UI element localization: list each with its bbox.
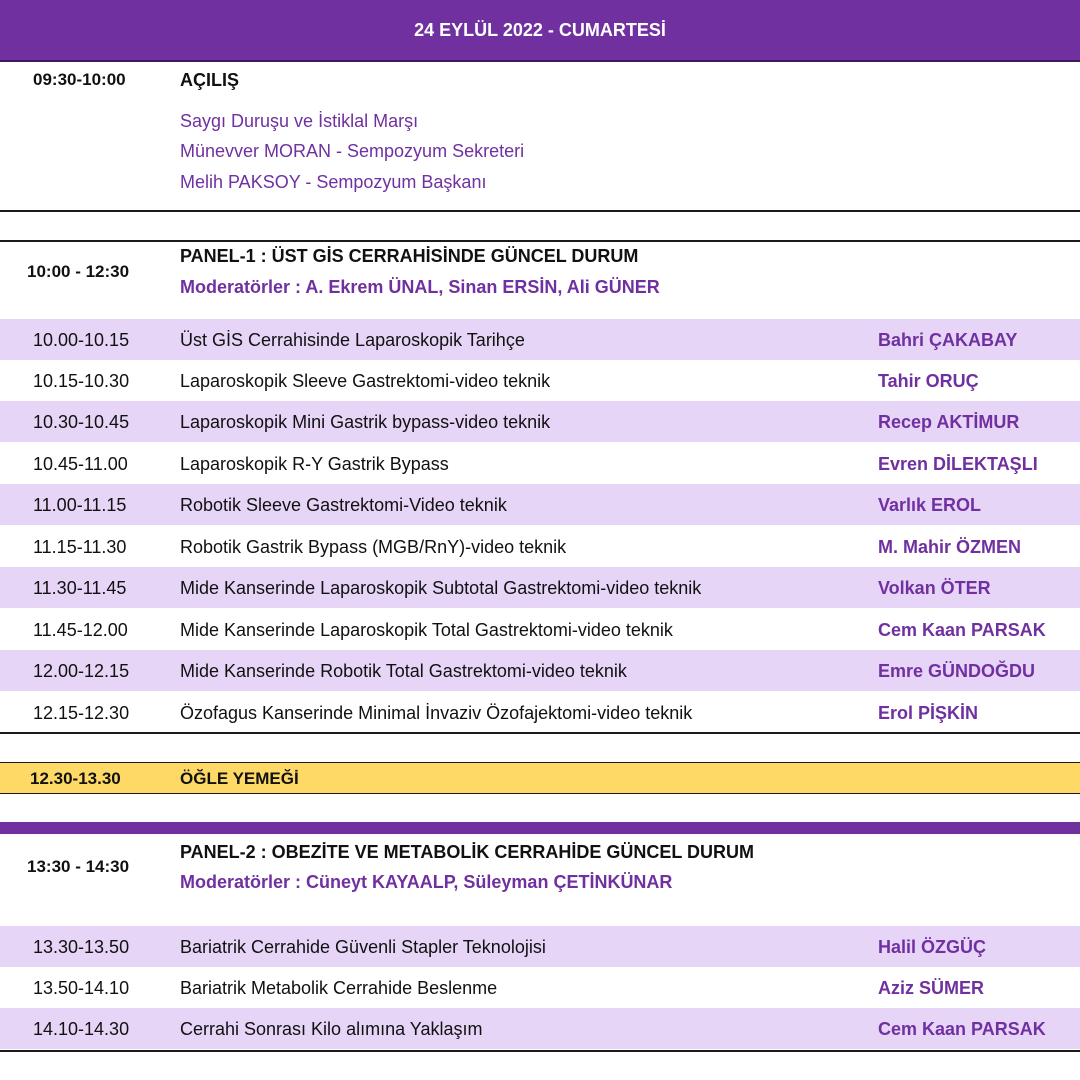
session-topic: Laparoskopik Sleeve Gastrektomi-video teknik: [180, 371, 551, 391]
panel2-moderators: Moderatörler : Cüneyt KAYAALP, Süleyman ÇETİNKÜNAR: [180, 872, 673, 892]
table-row: [0, 609, 1080, 650]
opening-line: Münevver MORAN - Sempozyum Sekreteri: [180, 141, 525, 161]
session-speaker: Cem Kaan PARSAK: [878, 620, 1046, 640]
lunch-time: 12.30-13.30: [30, 769, 121, 788]
session-speaker: Varlık EROL: [878, 495, 982, 515]
session-speaker: Tahir ORUÇ: [878, 371, 979, 391]
panel2-title: PANEL-2 : OBEZİTE VE METABOLİK CERRAHİDE GÜNCEL DURUM: [180, 842, 755, 862]
session-topic: Mide Kanserinde Laparoskopik Subtotal Gastrektomi-video teknik: [180, 578, 702, 598]
table-row: [0, 692, 1080, 733]
table-row: [0, 484, 1080, 525]
session-time: 11.15-11.30: [33, 537, 127, 557]
table-row: [0, 650, 1080, 691]
session-time: 13.50-14.10: [33, 978, 130, 998]
session-speaker: Recep AKTİMUR: [878, 412, 1020, 432]
session-topic: Robotik Sleeve Gastrektomi-Video teknik: [180, 495, 507, 515]
session-speaker: Cem Kaan PARSAK: [878, 1019, 1046, 1039]
session-speaker: Evren DİLEKTAŞLI: [878, 454, 1038, 474]
section-divider: [0, 240, 1080, 242]
session-topic: Bariatrik Cerrahide Güvenli Stapler Teknolojisi: [180, 937, 546, 957]
table-row: [0, 967, 1080, 1008]
opening-title: AÇILIŞ: [180, 70, 240, 90]
table-row: [0, 401, 1080, 442]
session-speaker: Halil ÖZGÜÇ: [878, 937, 987, 957]
day-title: 24 EYLÜL 2022 - CUMARTESİ: [414, 19, 666, 40]
session-time: 13.30-13.50: [33, 937, 130, 957]
section-divider: [0, 210, 1080, 212]
session-speaker: Emre GÜNDOĞDU: [878, 661, 1036, 681]
session-time: 11.45-12.00: [33, 620, 128, 640]
day-header: [0, 0, 1080, 62]
section-separator-bar: [0, 822, 1080, 834]
panel1-moderators: Moderatörler : A. Ekrem ÜNAL, Sinan ERSİN, Ali GÜNER: [180, 277, 660, 297]
session-topic: Mide Kanserinde Laparoskopik Total Gastrektomi-video teknik: [180, 620, 673, 640]
table-row: [0, 926, 1080, 967]
session-time: 10.45-11.00: [33, 454, 128, 474]
session-topic: Üst GİS Cerrahisinde Laparoskopik Tarihçe: [180, 330, 525, 350]
session-speaker: Volkan ÖTER: [878, 578, 991, 598]
table-row: [0, 319, 1080, 360]
lunch-row: [0, 762, 1080, 794]
session-topic: Robotik Gastrik Bypass (MGB/RnY)-video teknik: [180, 537, 567, 557]
section-divider: [0, 732, 1080, 734]
table-row: [0, 526, 1080, 567]
session-topic: Özofagus Kanserinde Minimal İnvaziv Özofajektomi-video teknik: [180, 703, 693, 723]
session-time: 10.15-10.30: [33, 371, 130, 391]
panel1-time: 10:00 - 12:30: [27, 262, 130, 281]
session-time: 12.00-12.15: [33, 661, 130, 681]
session-time: 10.30-10.45: [33, 412, 130, 432]
session-topic: Laparoskopik Mini Gastrik bypass-video teknik: [180, 412, 551, 432]
table-row: [0, 443, 1080, 484]
table-row: [0, 1008, 1080, 1049]
session-time: 10.00-10.15: [33, 330, 130, 350]
session-topic: Mide Kanserinde Robotik Total Gastrektomi-video teknik: [180, 661, 627, 681]
session-time: 12.15-12.30: [33, 703, 130, 723]
session-speaker: Erol PİŞKİN: [878, 703, 979, 723]
lunch-label: ÖĞLE YEMEĞİ: [180, 769, 299, 788]
session-time: 14.10-14.30: [33, 1019, 130, 1039]
session-speaker: M. Mahir ÖZMEN: [878, 537, 1021, 557]
table-row: [0, 567, 1080, 608]
session-speaker: Aziz SÜMER: [878, 978, 985, 998]
table-row: [0, 360, 1080, 401]
session-topic: Cerrahi Sonrası Kilo alımına Yaklaşım: [180, 1019, 483, 1039]
opening-line: Melih PAKSOY - Sempozyum Başkanı: [180, 172, 487, 192]
section-divider: [0, 1050, 1080, 1052]
session-topic: Bariatrik Metabolik Cerrahide Beslenme: [180, 978, 498, 998]
session-speaker: Bahri ÇAKABAY: [878, 330, 1018, 350]
session-time: 11.00-11.15: [33, 495, 127, 515]
panel2-time: 13:30 - 14:30: [27, 857, 130, 876]
opening-line: Saygı Duruşu ve İstiklal Marşı: [180, 111, 419, 131]
session-time: 11.30-11.45: [33, 578, 127, 598]
session-topic: Laparoskopik R-Y Gastrik Bypass: [180, 454, 449, 474]
opening-time: 09:30-10:00: [33, 70, 126, 89]
panel1-title: PANEL-1 : ÜST GİS CERRAHİSİNDE GÜNCEL DURUM: [180, 246, 639, 266]
